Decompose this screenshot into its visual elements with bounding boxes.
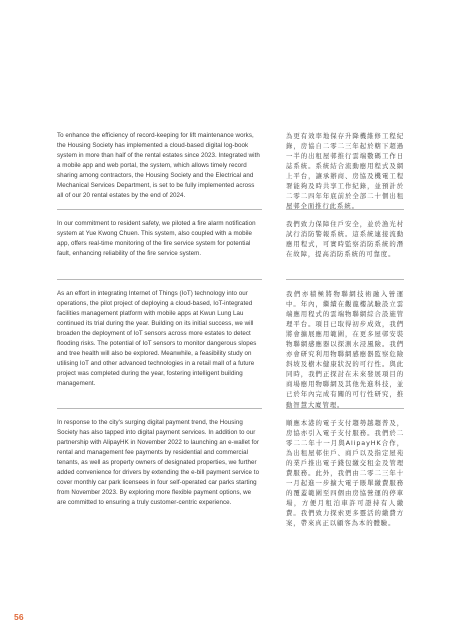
chinese-paragraph-lift-logbook: 為更有效率地保存升降機維修工程紀錄，房協自二零二三年起於轄下超過一半的出租屋邨推行雲端數碼工作日誌系統。系統結合流動應用程式及網上平台，讓承辦商、房協及機電工程署能夠及時共享工作紀錄，並預計於二零二四年年底前於全部二十個出租屋邨全面推行此系統。 xyxy=(286,132,404,211)
section-divider xyxy=(286,408,404,409)
section-divider xyxy=(57,408,262,409)
english-section-lift-logbook xyxy=(57,131,262,201)
section-divider xyxy=(286,279,404,280)
page-number: 56 xyxy=(14,612,24,622)
chinese-paragraph-fire-alarm: 我們致力保障住戶安全，並於漁光村試行消防警報系統。這系統連接流動應用程式，可實時監察消防系統的潛在故障，提高消防系統的可靠度。 xyxy=(286,220,404,259)
english-paragraph-digital-payment: In response to the city's surging digital payment trend, the Housing Society has also tapped into digital payment services. In addition to our partnership with AlipayHK in November 2022 to launching an e-wallet for rental and management fee payments by residential and commercial tenants, as well as property owners of designated properties, we further added convenience for drivers by extending the e-bill payment service to cover monthly car park licensees in four self-operated car parks starting from November 2023. By exploring more flexible payment options, we are committed to ensuring a truly customer-centric experience. xyxy=(57,419,260,507)
english-paragraph-fire-alarm: In our commitment to resident safety, we piloted a fire alarm notification system at Yue Kwong Chuen. This system, also coupled with a mobile app, offers real-time monitoring of the fire service system for potential fault, enhancing reliability of the fire service system. xyxy=(57,220,256,258)
chinese-paragraph-digital-payment: 順應本港的電子支付趨勢越趨普及，房協亦引入電子支付服務。我們於二零二二年十一月與AlipayHK合作，為出租屋邨住戶、商戶以及指定屋苑的業戶推出電子錢包繳交租金及管理費服務。此外，我們由二零二三年十一月起進一步擴大電子賬單繳費服務的覆蓋範圍至四個由房協營運的停車場，方便月租泊車許可證持有人繳費。我們致力探索更多靈活的繳費方案，帶來真正以顧客為本的體驗。 xyxy=(286,419,404,528)
english-section-fire-alarm xyxy=(57,219,262,259)
chinese-section-digital-payment xyxy=(286,418,404,529)
chinese-section-fire-alarm xyxy=(286,219,404,259)
section-divider xyxy=(57,209,262,210)
english-section-iot xyxy=(57,289,262,389)
english-paragraph-lift-logbook: To enhance the efficiency of record-keeping for lift maintenance works, the Housing Society has implemented a cloud-based digital log-book system in more than half of the rental estates since 2023. Integrated with a mobile app and web portal, the system, which allows timely record sharing among contractors, the Housing Society and the Electrical and Mechanical Services Department, is set to be fully implemented across all of our 20 rental estates by the end of 2024. xyxy=(57,132,260,200)
section-divider xyxy=(286,209,404,210)
english-section-digital-payment xyxy=(57,418,262,508)
chinese-section-iot xyxy=(286,289,404,410)
chinese-section-lift-logbook xyxy=(286,131,404,211)
chinese-paragraph-iot: 我們亦積極將物聯網技術融入營運中。年內，繼續在觀龍樓試驗設立雲端應用程式的雲端物聯網綜合設施管理平台。項目已取得初步成效，我們將會擴展應用範圍，在更多屋邨安裝物聯網感應器以探測水浸風險。我們亦會研究利用物聯網感應器監察危險斜坡及樹木健康狀況的可行性。與此同時，我們正探討在未來發展項目的商場應用物聯網及其他先進科技，並已於年內完成有關的可行性研究，推動智慧大廈管理。 xyxy=(286,290,404,409)
english-paragraph-iot: As an effort in integrating Internet of Things (IoT) technology into our operations, the pilot project of deploying a cloud-based, IoT-integrated facilities management platform with mobile apps at Kwun Lung Lau continued its trial during the year. Building on its initial success, we will broaden the deployment of IoT sensors across more estates to detect flooding risks. The potential of IoT sensors to monitor dangerous slopes and tree health will also be explored. Meanwhile, a feasibility study on utilising IoT and other advanced technologies in a retail mall of a future project was completed during the year, fostering intelligent building management. xyxy=(57,290,257,388)
section-divider xyxy=(57,279,262,280)
